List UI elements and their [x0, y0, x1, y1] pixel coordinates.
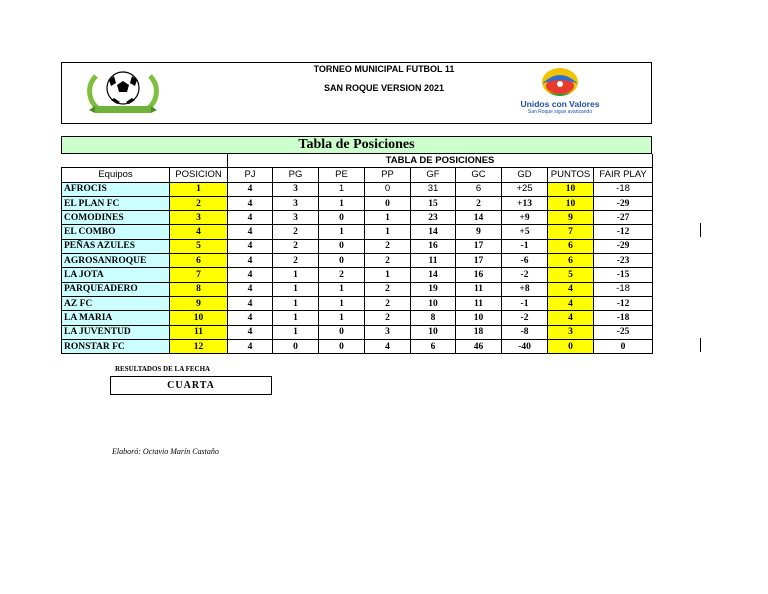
table-row	[62, 325, 653, 339]
cell-gf: 6	[411, 339, 456, 353]
col-header-equipos: Equipos	[62, 168, 170, 182]
cell-pe: 0	[319, 211, 365, 225]
cell-pj: 4	[228, 339, 273, 353]
col-header-gc: GC	[456, 168, 502, 182]
margin-mark	[700, 223, 701, 237]
table-row	[62, 225, 653, 239]
cell-gc: 11	[456, 296, 502, 310]
col-header-pe: PE	[319, 168, 365, 182]
cell-pj: 4	[228, 239, 273, 253]
table-row	[62, 211, 653, 225]
cell-pg: 2	[273, 239, 319, 253]
cell-pos: 12	[170, 339, 228, 353]
cell-pj: 4	[228, 296, 273, 310]
cell-team: EL PLAN FC	[62, 196, 170, 210]
cell-pj: 4	[228, 211, 273, 225]
cell-pg: 1	[273, 296, 319, 310]
margin-mark	[700, 338, 701, 352]
cell-pts: 10	[548, 182, 594, 196]
table-row	[62, 339, 653, 353]
cell-pe: 0	[319, 254, 365, 268]
col-header-posicion: POSICION	[170, 168, 228, 182]
cell-team: AFROCIS	[62, 182, 170, 196]
cell-pg: 3	[273, 211, 319, 225]
cell-pos: 8	[170, 282, 228, 296]
cell-pts: 6	[548, 254, 594, 268]
standings-table	[61, 154, 653, 354]
cell-gc: 6	[456, 182, 502, 196]
cell-gf: 11	[411, 254, 456, 268]
table-subheader: TABLA DE POSICIONES	[228, 154, 653, 168]
cell-pe: 1	[319, 311, 365, 325]
cell-gd: -1	[502, 239, 548, 253]
table-row	[62, 196, 653, 210]
cell-gd: +9	[502, 211, 548, 225]
cell-gc: 10	[456, 311, 502, 325]
cell-gd: -8	[502, 325, 548, 339]
cell-fp: -18	[594, 182, 653, 196]
cell-team: PEÑAS AZULES	[62, 239, 170, 253]
cell-team: AZ FC	[62, 296, 170, 310]
cell-pj: 4	[228, 268, 273, 282]
cell-pj: 4	[228, 282, 273, 296]
cell-pe: 1	[319, 196, 365, 210]
cell-pg: 1	[273, 311, 319, 325]
right-logo-text: Unidos con Valores	[520, 99, 600, 109]
cell-pe: 1	[319, 182, 365, 196]
cell-gf: 8	[411, 311, 456, 325]
cell-pg: 1	[273, 325, 319, 339]
cell-gc: 14	[456, 211, 502, 225]
cell-pe: 0	[319, 239, 365, 253]
cell-pos: 2	[170, 196, 228, 210]
cell-fp: -29	[594, 196, 653, 210]
cell-gd: +13	[502, 196, 548, 210]
cell-fp: 0	[594, 339, 653, 353]
cell-gc: 46	[456, 339, 502, 353]
cell-fp: -12	[594, 225, 653, 239]
cell-pts: 4	[548, 296, 594, 310]
soccer-ball-logo-icon	[78, 64, 168, 120]
cell-gf: 10	[411, 296, 456, 310]
cell-gc: 16	[456, 268, 502, 282]
cell-gc: 2	[456, 196, 502, 210]
table-title: Tabla de Posiciones	[61, 136, 652, 154]
cell-pj: 4	[228, 196, 273, 210]
cell-gf: 10	[411, 325, 456, 339]
cell-gd: -6	[502, 254, 548, 268]
cell-gd: -2	[502, 268, 548, 282]
results-label: RESULTADOS DE LA FECHA	[115, 365, 211, 373]
cell-pos: 3	[170, 211, 228, 225]
cell-pg: 3	[273, 196, 319, 210]
table-row	[62, 282, 653, 296]
cell-gf: 19	[411, 282, 456, 296]
table-row	[62, 311, 653, 325]
tournament-title: TORNEO MUNICIPAL FUTBOL 11	[313, 64, 455, 74]
cell-fp: -12	[594, 296, 653, 310]
cell-pg: 1	[273, 268, 319, 282]
cell-pg: 0	[273, 339, 319, 353]
cell-pts: 4	[548, 282, 594, 296]
cell-pts: 4	[548, 311, 594, 325]
cell-pts: 5	[548, 268, 594, 282]
cell-pp: 1	[365, 211, 411, 225]
cell-pp: 2	[365, 296, 411, 310]
cell-team: LA JOTA	[62, 268, 170, 282]
cell-pg: 2	[273, 225, 319, 239]
table-row	[62, 239, 653, 253]
cell-pj: 4	[228, 225, 273, 239]
cell-team: PARQUEADERO	[62, 282, 170, 296]
cell-fp: -27	[594, 211, 653, 225]
cell-gd: -1	[502, 296, 548, 310]
cell-fp: -15	[594, 268, 653, 282]
cell-pe: 1	[319, 225, 365, 239]
cell-gd: +25	[502, 182, 548, 196]
col-header-gf: GF	[411, 168, 456, 182]
cell-pos: 10	[170, 311, 228, 325]
cell-pg: 3	[273, 182, 319, 196]
cell-gc: 17	[456, 239, 502, 253]
cell-gc: 18	[456, 325, 502, 339]
tournament-subtitle: SAN ROQUE VERSION 2021	[323, 83, 445, 93]
cell-gc: 17	[456, 254, 502, 268]
cell-pp: 2	[365, 282, 411, 296]
cell-team: AGROSANROQUE	[62, 254, 170, 268]
cell-team: LA MARIA	[62, 311, 170, 325]
cell-gf: 14	[411, 225, 456, 239]
signature: Elaboró: Octavio Marín Castaño	[112, 447, 219, 456]
cell-pos: 11	[170, 325, 228, 339]
cell-pos: 1	[170, 182, 228, 196]
cell-pe: 0	[319, 339, 365, 353]
cell-team: LA JUVENTUD	[62, 325, 170, 339]
cell-pe: 0	[319, 325, 365, 339]
cell-gd: -2	[502, 311, 548, 325]
cell-gc: 9	[456, 225, 502, 239]
col-header-pj: PJ	[228, 168, 273, 182]
table-row	[62, 268, 653, 282]
cell-pp: 0	[365, 182, 411, 196]
col-header-gd: GD	[502, 168, 548, 182]
col-header-fair-play: FAIR PLAY	[594, 168, 653, 182]
cell-gf: 15	[411, 196, 456, 210]
cell-pos: 5	[170, 239, 228, 253]
cell-fp: -29	[594, 239, 653, 253]
cell-pg: 2	[273, 254, 319, 268]
col-header-pg: PG	[273, 168, 319, 182]
cell-gf: 14	[411, 268, 456, 282]
cell-pj: 4	[228, 254, 273, 268]
cell-gc: 11	[456, 282, 502, 296]
cell-team: COMODINES	[62, 211, 170, 225]
cell-pp: 2	[365, 254, 411, 268]
cell-pp: 1	[365, 225, 411, 239]
cell-pj: 4	[228, 311, 273, 325]
cell-pp: 4	[365, 339, 411, 353]
cell-fp: -23	[594, 254, 653, 268]
cell-pe: 2	[319, 268, 365, 282]
cell-gd: +5	[502, 225, 548, 239]
cell-pp: 1	[365, 268, 411, 282]
cell-pts: 0	[548, 339, 594, 353]
cell-pts: 6	[548, 239, 594, 253]
table-row	[62, 254, 653, 268]
cell-pj: 4	[228, 182, 273, 196]
cell-team: RONSTAR FC	[62, 339, 170, 353]
cell-pp: 2	[365, 239, 411, 253]
cell-pts: 3	[548, 325, 594, 339]
cell-pj: 4	[228, 325, 273, 339]
cell-team: EL COMBO	[62, 225, 170, 239]
results-value: CUARTA	[110, 376, 272, 395]
cell-pts: 7	[548, 225, 594, 239]
cell-fp: -25	[594, 325, 653, 339]
cell-gf: 31	[411, 182, 456, 196]
cell-pos: 9	[170, 296, 228, 310]
cell-pp: 0	[365, 196, 411, 210]
cell-fp: -18	[594, 282, 653, 296]
cell-pe: 1	[319, 296, 365, 310]
cell-pos: 4	[170, 225, 228, 239]
table-row	[62, 296, 653, 310]
cell-pts: 9	[548, 211, 594, 225]
cell-pe: 1	[319, 282, 365, 296]
cell-pp: 3	[365, 325, 411, 339]
cell-gd: +8	[502, 282, 548, 296]
col-header-puntos: PUNTOS	[548, 168, 594, 182]
cell-pp: 2	[365, 311, 411, 325]
cell-gd: -40	[502, 339, 548, 353]
cell-fp: -18	[594, 311, 653, 325]
cell-pos: 6	[170, 254, 228, 268]
cell-pos: 7	[170, 268, 228, 282]
cell-pts: 10	[548, 196, 594, 210]
cell-gf: 23	[411, 211, 456, 225]
right-logo-subtext: San Roque sigue avanzando	[527, 109, 593, 115]
cell-gf: 16	[411, 239, 456, 253]
table-row	[62, 182, 653, 196]
col-header-pp: PP	[365, 168, 411, 182]
cell-pg: 1	[273, 282, 319, 296]
